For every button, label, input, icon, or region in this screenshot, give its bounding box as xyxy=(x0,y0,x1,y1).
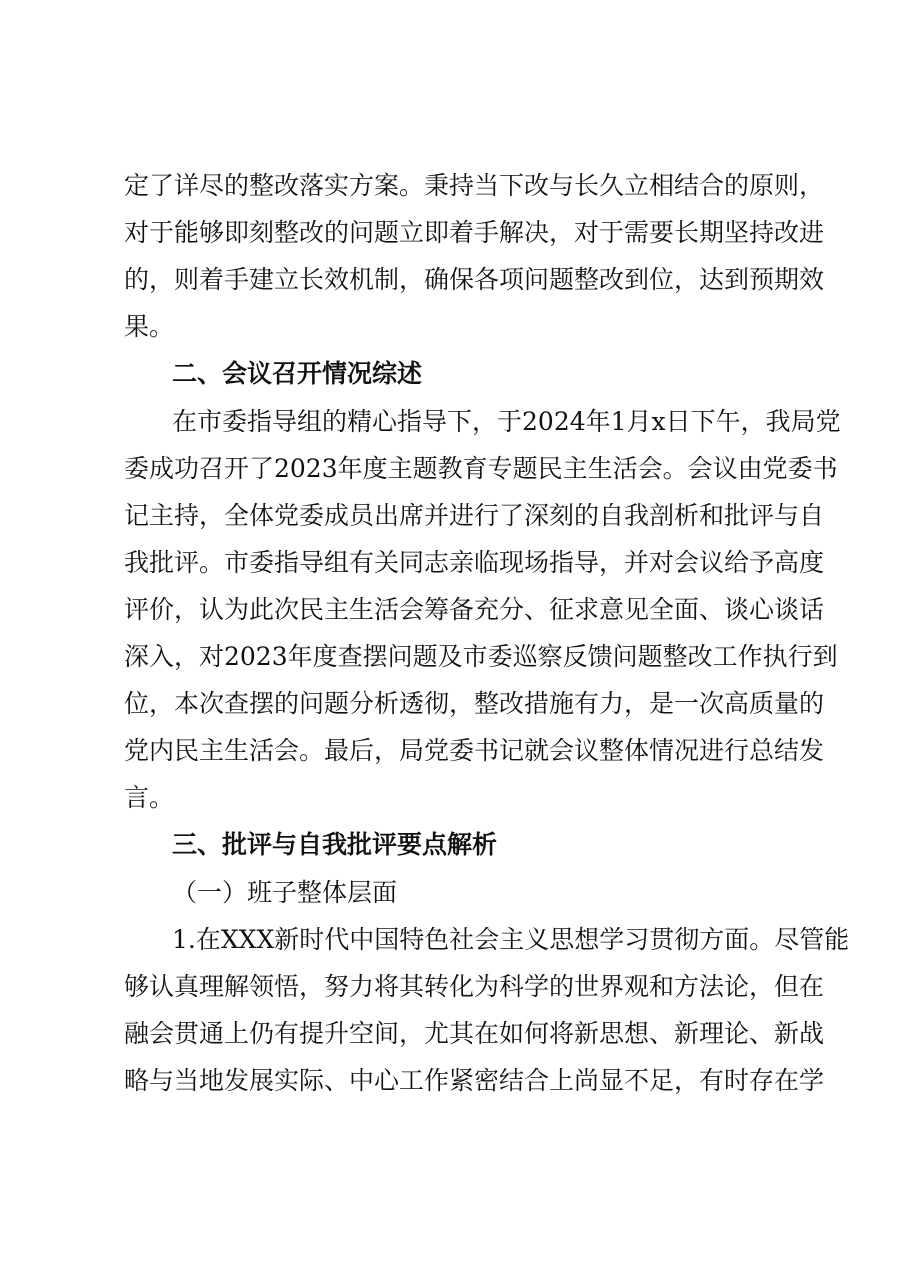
paragraph-line: 我批评。市委指导组有关同志亲临现场指导，并对会议给予高度 xyxy=(124,548,825,577)
paragraph-line: 党内民主生活会。最后，局党委书记就会议整体情况进行总结发 xyxy=(124,736,825,765)
paragraph-line: 融会贯通上仍有提升空间，尤其在如何将新思想、新理论、新战 xyxy=(124,1019,825,1048)
paragraph-line: 言。 xyxy=(124,783,175,812)
section-heading-3: 三、批评与自我批评要点解析 xyxy=(172,830,498,859)
paragraph-line: 记主持，全体党委成员出席并进行了深刻的自我剖析和批评与自 xyxy=(124,501,825,530)
paragraph-line: 1.在XXX新时代中国特色社会主义思想学习贯彻方面。尽管能 xyxy=(172,925,850,954)
paragraph-line: 对于能够即刻整改的问题立即着手解决，对于需要长期坚持改进 xyxy=(124,218,825,247)
paragraph-line: 在市委指导组的精心指导下，于2024年1月x日下午，我局党 xyxy=(172,407,841,436)
paragraph-line: 评价，认为此次民主生活会筹备充分、征求意见全面、谈心谈话 xyxy=(124,595,825,624)
paragraph-line: 略与当地发展实际、中心工作紧密结合上尚显不足，有时存在学 xyxy=(124,1066,825,1095)
paragraph-line: 深入，对2023年度查摆问题及市委巡察反馈问题整改工作执行到 xyxy=(124,642,838,671)
subsection-heading: （一）班子整体层面 xyxy=(172,878,398,907)
paragraph-line: 的，则着手建立长效机制，确保各项问题整改到位，达到预期效 xyxy=(124,265,825,294)
paragraph-line: 位，本次查摆的问题分析透彻，整改措施有力，是一次高质量的 xyxy=(124,689,825,718)
paragraph-line: 委成功召开了2023年度主题教育专题民主生活会。会议由党委书 xyxy=(124,454,838,483)
paragraph-line: 果。 xyxy=(124,312,175,341)
paragraph-line: 够认真理解领悟，努力将其转化为科学的世界观和方法论，但在 xyxy=(124,972,825,1001)
paragraph-line: 定了详尽的整改落实方案。秉持当下改与长久立相结合的原则， xyxy=(124,171,825,200)
section-heading-2: 二、会议召开情况综述 xyxy=(172,359,423,388)
